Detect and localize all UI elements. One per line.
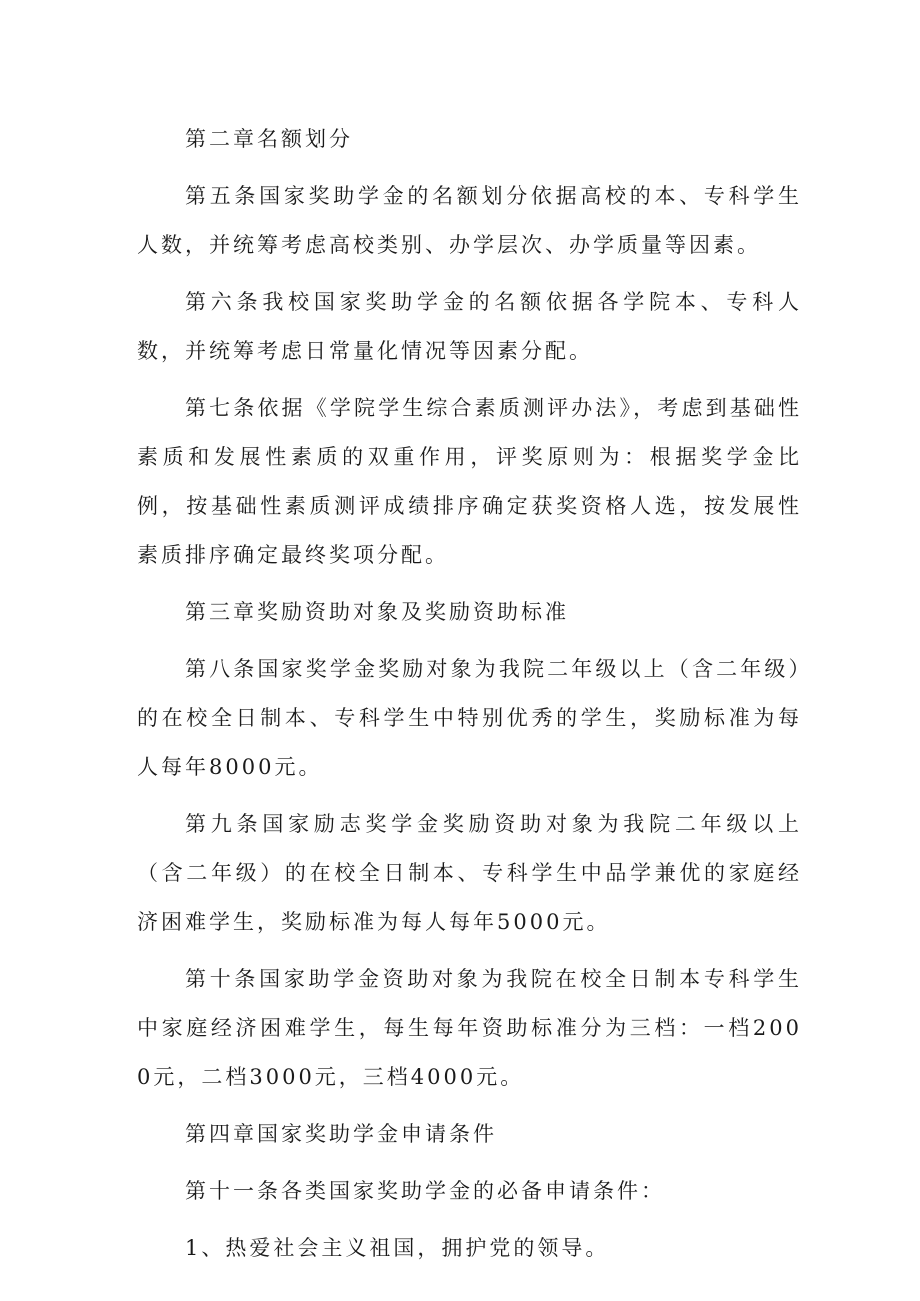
condition-1: 1、热爱社会主义祖国，拥护党的领导。 [185,1236,610,1260]
chapter-2-heading: 第二章名额划分 [185,127,353,151]
article-10: 第十条国家助学金资助对象为我院在校全日制本专科学生中家庭经济困难学生，每生每年资助标准分为三档：一档2000元，二档3000元，三档4000元。 [137,967,802,1089]
article-9: 第九条国家励志奖学金奖励资助对象为我院二年级以上（含二年级）的在校全日制本、专科学生中品学兼优的家庭经济困难学生，奖励标准为每人每年5000元。 [137,812,802,934]
chapter-3-heading: 第三章奖励资助对象及奖励资助标准 [185,600,569,624]
article-11: 第十一条各类国家奖助学金的必备申请条件： [185,1179,665,1203]
article-8: 第八条国家奖学金奖励对象为我院二年级以上（含二年级）的在校全日制本、专科学生中特别优秀的学生，奖励标准为每人每年8000元。 [137,657,802,779]
article-6: 第六条我校国家奖助学金的名额依据各学院本、专科人数，并统筹考虑日常量化情况等因素分配。 [137,290,802,363]
article-5: 第五条国家奖助学金的名额划分依据高校的本、专科学生人数，并统筹考虑高校类别、办学层次、办学质量等因素。 [137,184,802,257]
article-7: 第七条依据《学院学生综合素质测评办法》，考虑到基础性素质和发展性素质的双重作用，评奖原则为：根据奖学金比例，按基础性素质测评成绩排序确定获奖资格人选，按发展性素质排序确定最终奖项分配。 [137,396,802,567]
chapter-4-heading: 第四章国家奖助学金申请条件 [185,1122,497,1146]
